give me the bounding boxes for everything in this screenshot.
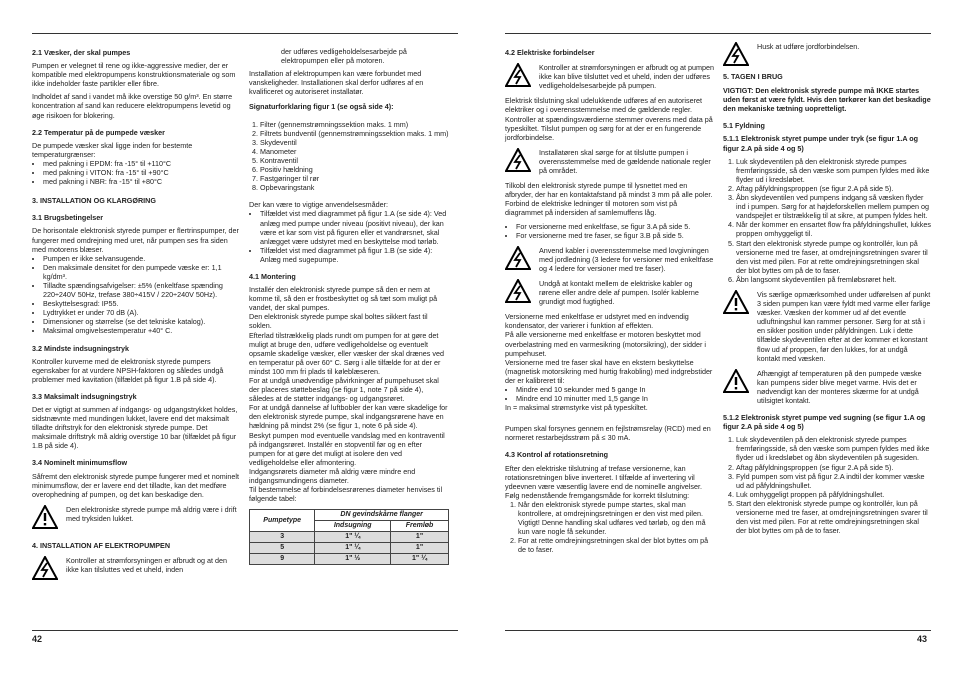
list-item: 3. Åbn skydeventilen ved pumpens indgang så væsken flyder ind i pumpen. Sørg for at højdeforskellen mellem pumpen og vandspejlet er tilstrækkelig til at sikre, at pumpen fyldes helt. [736, 193, 931, 220]
legend-list [249, 120, 449, 193]
paragraph: In = maksimal strømstyrke vist på typeskiltet. [505, 403, 648, 413]
list-item: 1. Luk skydeventilen på den elektronisk styrede pumpes fremføringsside, så den væske som pumpen fyldes med ikke flyder ud i kredsløbet. [736, 157, 931, 184]
warning-text: Anvend kabler i overensstemmelse med lovgivningen med jordledning (3 ledere for versioner med enkeltfase og 4 ledere for versioner med tre faser). [539, 245, 714, 273]
paragraph: Det er vigtigt at summen af indgangs- og udgangstrykket holdes, sidstnævnte med mundingen lukket, lavere end det maksimalt tilladte driftstryk for den elektronisk styrede pumpe. Det maksimale driftstryk må aldrig overstige 10 bar (tilfældet på figur 1.B på side 4). [32, 405, 238, 451]
list-item: 6. Positiv hældning [260, 165, 449, 174]
table-header-pump-type: Pumpetype [250, 510, 315, 532]
paragraph: Installation af elektropumpen kan være forbundet med vanskeligheder. Installationen skal derfor udføres af en kvalificeret og autoriseret installatør. [249, 69, 424, 97]
table-header-inlet: Indsugning [315, 521, 391, 532]
table-row [250, 532, 449, 543]
right-column-1 [505, 40, 715, 558]
warning-text: Kontroller at strømforsyningen er afbrudt og at den ikke kan tilsluttes ved et uheld, inden [66, 555, 228, 575]
paragraph: Versionerne med tre faser skal have en ekstern beskyttelse (magnetisk motorsikring med hurtig frakobling) med indgrebstider der er kalibreret til: [505, 357, 713, 385]
warning-text: Afhængigt af temperaturen på den pumpede væske kan pumpens sider blive meget varme. Hvis det er nødvendigt kan der monteres skærme for at undgå utilsigtet kontakt. [757, 368, 922, 405]
table-cell: 1" ¼ [315, 543, 391, 554]
trip-time-list [505, 385, 715, 403]
paragraph: Der kan være to vigtige anvendelsesmåder: [249, 200, 389, 210]
gasket-list [32, 159, 240, 186]
list-item: 4. Når der kommer en ensartet flow fra påfyldningshullet, lukkes proppen omhyggeligt til. [736, 220, 931, 238]
rotation-steps [505, 500, 715, 555]
section-heading: 2.2 Temperatur på de pumpede væsker [32, 127, 165, 137]
list-item: 2. Aftag påfyldningsproppen (se figur 2.A på side 5). [736, 463, 931, 472]
warning-note [505, 148, 715, 175]
legend-title: Signaturforklaring figur 1 (se også side 4): [249, 102, 394, 112]
list-item: • Maksimal omgivelsestemperatur +40° C. [43, 326, 240, 335]
list-item: 5. Kontraventil [260, 156, 449, 165]
page-right [477, 0, 954, 677]
left-column-2 [249, 47, 449, 565]
list-item: • Mindre end 10 sekunder med 5 gange In [516, 385, 715, 394]
list-item: • For versionerne med enkeltfase, se figur 3.A på side 5. [516, 222, 715, 231]
list-item: 2. For at rette omdrejningsretningen skal der blot byttes om på de to faser. [518, 536, 715, 554]
warning-note [723, 369, 931, 405]
chapter-heading: 4. INSTALLATION AF ELEKTROPUMPEN [32, 540, 171, 550]
wiring-list [505, 222, 715, 240]
list-item: • Lydtrykket er under 70 dB (A). [43, 308, 240, 317]
warning-triangle-icon [32, 505, 58, 529]
footer-rule [32, 630, 458, 631]
paragraph: Elektrisk tilslutning skal udelukkende udføres af en autoriseret elektriker og i overensstemmelse med de gældende regler. [505, 96, 702, 115]
warning-text: Installatøren skal sørge for at tilslutte pumpen i overensstemmelse med de gældende nationale regler på området. [539, 147, 711, 176]
table-cell: 1" [391, 543, 449, 554]
table-cell: 1" [391, 532, 449, 543]
cases-list [249, 209, 449, 264]
table-cell: 1" ½ [315, 554, 391, 565]
list-item: • Tilfældet vist med diagrammet på figur 1.B (se side 4): Anlæg med sugepumpe. [260, 246, 449, 264]
table-cell: 1" ¼ [391, 554, 449, 565]
paragraph: Tilkobl den elektronisk styrede pumpe til lysnettet med en afbryder, der har en kontaktafstand på mindst 3 mm på alle poler. [505, 181, 713, 200]
footer-rule [505, 630, 931, 631]
warning-note [32, 505, 240, 529]
paragraph: Kontroller at spændingsværdierne stemmer overens med data på typeskiltet. Tilslut pumpen og sørg for at der er en fungerende jordforbindelse. [505, 114, 713, 142]
paragraph: Versionerne med enkeltfase er udstyret med en indvendig kondensator, der varierer i funktion af effekten. [505, 312, 689, 331]
warning-note [32, 556, 240, 580]
list-item: 1. Filter (gennemstrømningssektion maks. 1 mm) [260, 120, 449, 129]
conditions-list [32, 254, 240, 336]
paragraph: Forbind de elektriske ledninger til motoren som vist på diagrammet på indersiden af samlemuffens låg. [505, 199, 678, 218]
list-item: • For versionerne med tre faser, se figur 3.B på side 5. [516, 231, 715, 240]
list-item: 1. Luk skydeventilen på den elektronisk styrede pumpes fremføringsside, så den væske som pumpen fyldes med ikke flyder ud i kredsløbet og åbn skydeventilen på sugesiden. [736, 435, 931, 462]
paragraph: Pumpen er velegnet til rene og ikke-aggressive medier, der er kompatible med elektropumpens konstruktionsmateriale og som ikke indeholder faste partikler eller fibre. [32, 61, 236, 89]
paragraph: For at undgå dannelse af luftbobler der kan være skadelige for den elektronisk styrede pumpe, skal indgangsrørene have en hældning på mindst 2% (se figur 1, note 6 på side 4). [249, 403, 448, 431]
subsection-heading: 5.1.1 Elektronisk styret pumpe under tryk (se figur 1.A og figur 2.A på side 4 og 5) [723, 134, 919, 153]
paragraph: der udføres vedligeholdelsesarbejde på elektropumpen eller på motoren. [281, 47, 407, 66]
warning-note [723, 42, 931, 66]
table-cell: 3 [250, 532, 315, 543]
subsection-heading: 5.1.2 Elektronisk styret pumpe ved sugning (se figur 1.A og figur 2.A på side 4 og 5) [723, 413, 926, 432]
section-heading: 3.4 Nominelt minimumsflow [32, 458, 128, 468]
section-heading: 4.2 Elektriske forbindelser [505, 48, 595, 57]
warning-triangle-icon [723, 369, 749, 393]
table-row [250, 554, 449, 565]
electric-hazard-icon [723, 42, 749, 66]
important-paragraph: VIGTIGT: Den elektronisk styrede pumpe må IKKE startes uden først at være fyldt. Hvis den tørkører kan det beskadige den mekaniske tætning uopretteligt. [723, 86, 931, 114]
section-heading: 3.2 Mindste indsugningstryk [32, 343, 130, 353]
header-rule [505, 33, 931, 34]
electric-hazard-icon [505, 279, 531, 303]
electric-hazard-icon [505, 246, 531, 270]
paragraph: Efterlad tilstrækkelig plads rundt om pumpen for at gøre det muligt at bruge den, udføre vedligeholdelse og eventuelt opsamle skadelige væsker, eller væsker der skal drænes ved en temperatur på over 60° C. Sørg i alle tilfælde for at der er mindst 100 mm fri plads til køleblæseren. [249, 330, 444, 376]
list-item: 2. Aftag påfyldningsproppen (se figur 2.A på side 5). [736, 184, 931, 193]
warning-text: Kontroller at strømforsyningen er afbrudt og at pumpen ikke kan blive tilsluttet ved et uheld, inden der udføres vedligeholdelsesarbejde på pumpen. [539, 63, 714, 91]
warning-text: Den elektroniske styrede pumpe må aldrig være i drift med tryksiden lukket. [66, 504, 237, 523]
list-item: • Den maksimale densitet for den pumpede væske er: 1,1 kg/dm³. [43, 263, 240, 281]
paragraph: For at undgå unødvendige påvirkninger af pumpehuset skal der placeres støttebeslag (se figur 1, note 7 på side 4), således at de støtter indgangs- og udgangsrøret. [249, 376, 439, 404]
list-item: • Mindre end 10 minutter med 1,5 gange In [516, 394, 715, 403]
paragraph: Pumpen skal forsynes gennem en fejlstrømsrelay (RCD) med en normeret restarbejdsstrøm på ≤ 30 mA. [505, 424, 711, 443]
suction-steps [723, 435, 931, 535]
paragraph: De horisontale elektronisk styrede pumper er flertrinspumper, der fungerer med omdrejning med uret, når pumpen ses fra siden med motorens blæser. [32, 226, 239, 254]
section-heading: 3.1 Brugsbetingelser [32, 213, 104, 223]
list-item: 5. Start den elektronisk styrede pumpe og kontrollér, kun på versionerne med tre faser, at omdrejningsretningen svarer til den vist med pilen. For at rette omdrejningsretningen skal der blot byttes om på de to faser. [736, 499, 931, 535]
electric-hazard-icon [505, 63, 531, 87]
warning-text: Husk at udføre jordforbindelsen. [757, 42, 860, 51]
list-item: 2. Filtrets bundventil (gennemstrømningssektion maks. 1 mm) [260, 129, 449, 138]
paragraph: Beskyt pumpen mod eventuelle vandslag med en kontraventil på indgangsrøret. Installér en stopventil før og en efter pumpen for at gøre det muligt at isolere den ved vedligeholdelse eller afmontering. [249, 430, 445, 467]
list-item: • Beskyttelsesgrad: IP55. [43, 299, 240, 308]
section-heading: 2.1 Væsker, der skal pumpes [32, 48, 131, 57]
electric-hazard-icon [32, 556, 58, 580]
pipe-diameter-table [249, 509, 449, 565]
list-item: 4. Luk omhyggeligt proppen på påfyldningshullet. [736, 490, 931, 499]
list-item: 5. Start den elektronisk styrede pumpe og kontrollér, kun på versionerne med tre faser, at omdrejningsretningen svarer til den vist med pilen. For at rette omdrejningsretningen skal der blot byttes om på de to faser. [736, 239, 931, 275]
warning-note [505, 246, 715, 273]
page-number: 43 [917, 634, 928, 644]
table-cell: 5 [250, 543, 315, 554]
electric-hazard-icon [505, 148, 531, 172]
table-cell: 9 [250, 554, 315, 565]
paragraph: De pumpede væsker skal ligge inden for bestemte temperaturgrænser: [32, 140, 193, 159]
warning-triangle-icon [723, 290, 749, 314]
paragraph: Kontroller kurverne med de elektronisk styrede pumpers egenskaber for at vurdere NPSH-faktoren og således undgå problemer med kavitation (tilfældet på figur 1.B på side 4). [32, 356, 224, 384]
right-column-2 [723, 42, 931, 538]
list-item: 1. Når den elektronisk styrede pumpe startes, skal man kontrollere, at omdrejningsretningen er den vist med pilen. Vigtigt! Denne handling skal udføres ved tørløb, og den må kun vare nogle få sekunder. [518, 500, 715, 536]
section-heading: 4.1 Montering [249, 271, 296, 281]
list-item: 4. Manometer [260, 147, 449, 156]
paragraph: Indholdet af sand i vandet må ikke overstige 50 g/m³. En større koncentration af sand kan reducere elektropumpens levetid og øge risikoen for blokering. [32, 92, 233, 120]
page-number: 42 [32, 634, 43, 644]
chapter-heading: 5. TAGEN I BRUG [723, 72, 783, 81]
warning-note [505, 63, 715, 90]
table-cell: 1" ¼ [315, 532, 391, 543]
list-item: • Pumpen er ikke selvansugende. [43, 254, 240, 263]
table-row [250, 543, 449, 554]
paragraph: Installér den elektronisk styrede pumpe så den er nem at komme til, så den er frostbeskyttet og så tæt som muligt på vandet, der skal pumpes. [249, 285, 438, 313]
warning-text: Undgå at kontakt mellem de elektriske kabler og rørene eller andre dele af pumpen. Isolér kablerne grundigt mod fugtighed. [539, 278, 699, 307]
list-item: • Tilfældet vist med diagrammet på figur 1.A (se side 4): Ved anlæg med pumpe under niveau (positivt niveau), der kan være et kar som vist på figuren eller et vandrørsnet, skal anlægget være udstyret med en beskyttelse mod tørløb. [260, 209, 449, 245]
list-item: • med pakning i NBR: fra -15° til +80°C [43, 177, 240, 186]
list-item: 3. Skydeventil [260, 138, 449, 147]
left-column-1 [32, 40, 240, 586]
paragraph: Såfremt den elektronisk styrede pumpe fungerer med et nominelt minimumsflow, der er lavere end det tilladte, kan det medføre overophedning af pumpen, og det kan beskadige den. [32, 471, 239, 499]
list-item: 7. Fastgøringer til rør [260, 174, 449, 183]
section-heading: 4.3 Kontrol af rotationsretning [505, 450, 609, 460]
table-header-outlet: Fremløb [391, 521, 449, 532]
section-heading: 3.3 Maksimalt indsugningstryk [32, 391, 137, 401]
paragraph: Den elektronisk styrede pumpe skal boltes sikkert fast til soklen. [249, 312, 428, 331]
chapter-heading: 3. INSTALLATION OG KLARGØRING [32, 196, 156, 206]
list-item: • Tilladte spændingsafvigelser: ±5% (enkeltfase spænding 220÷240V 50Hz, trefase 380÷415V / 220÷240V 50Hz). [43, 281, 240, 299]
paragraph: Til bestemmelse af forbindelsesrørenes diameter henvises til følgende tabel: [249, 485, 443, 504]
filling-steps [723, 157, 931, 284]
list-item: • med pakning i EPDM: fra -15° til +110°C [43, 159, 240, 168]
paragraph: Indgangsrørets diameter må aldrig være mindre end indgangsmundingens diameter. [249, 466, 416, 486]
paragraph: På alle versionerne med enkeltfase er motoren beskyttet mod overbelastning med en varmesikring (motorsikring), der sidder i pumpehuset. [505, 330, 706, 358]
section-heading: 5.1 Fyldning [723, 121, 765, 131]
list-item: 6. Åbn langsomt skydeventilen på fremløbsrøret helt. [736, 275, 931, 284]
header-rule [32, 33, 458, 34]
paragraph: Efter den elektriske tilslutning af trefase versionerne, kan rotationsretningen blive inverteret. I tilfælde af invertering vil ydeevnen være væsentlig lavere end de nominelle angivelser. Følg nedenstående fremgangsmåde for korrekt tilslutning: [505, 463, 702, 500]
warning-note [505, 279, 715, 306]
list-item: 8. Opbevaringstank [260, 183, 449, 192]
warning-text: Vis særlige opmærksomhed under udførelsen af punkt 3 siden pumpen kan være fyldt med varme eller farlige væsker. Væsken der kommer ud af det eventle udluftningshul kan rammer personer. Sørg for at stå i en sikker position under påfyldningen. Luk i dette tilfælde skydeventilen efter at der kommer et konstant flow ud af proppen, før den lukkes, for at undgå kontakt med væsken. [757, 289, 931, 363]
list-item: 3. Fyld pumpen som vist på figur 2.A indtil der kommer væske ud ad påfyldningshullet. [736, 472, 931, 490]
warning-note [723, 290, 931, 363]
list-item: • med pakning i VITON: fra -15° til +90°C [43, 168, 240, 177]
list-item: • Dimensioner og størrelse (se det tekniske katalog). [43, 317, 240, 326]
table-header-dn: DN gevindskårne flanger [315, 510, 449, 521]
